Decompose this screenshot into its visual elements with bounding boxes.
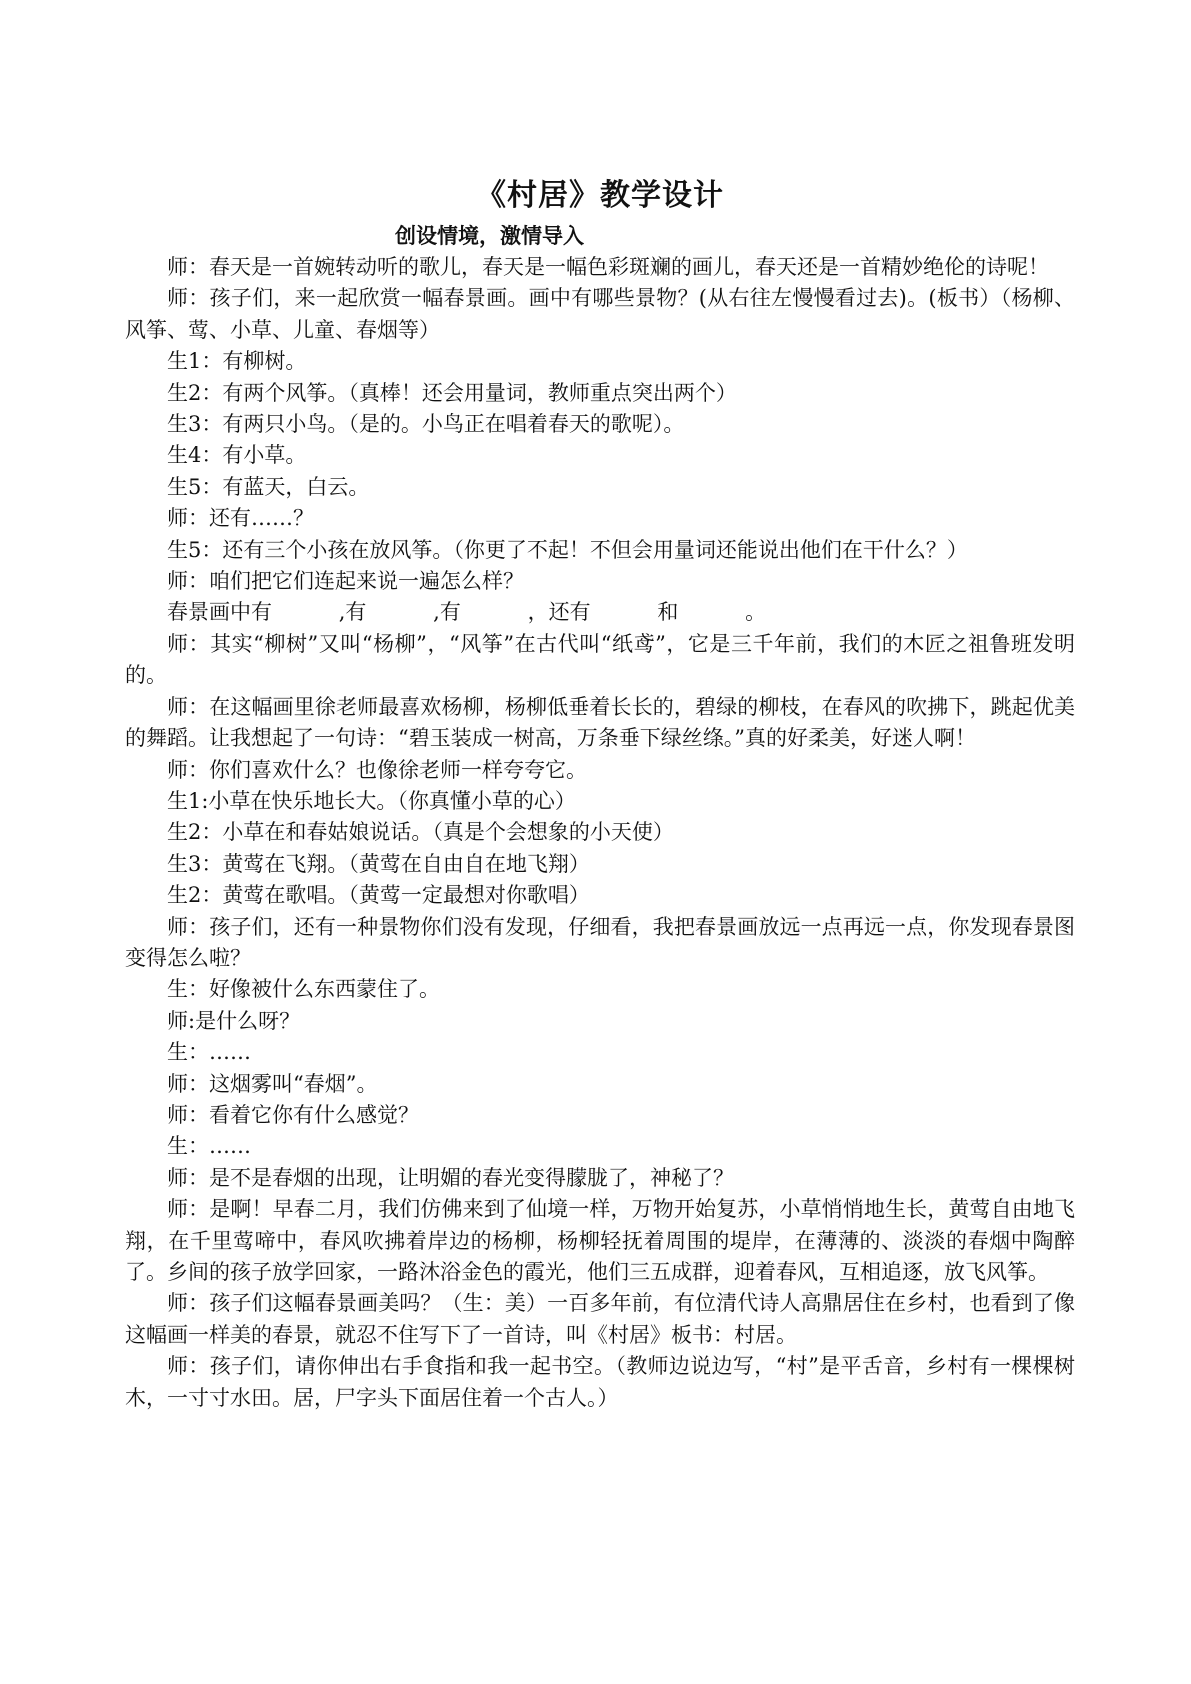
paragraph: 师：咱们把它们连起来说一遍怎么样？: [167, 569, 524, 594]
paragraph: 生1：有柳树。: [167, 349, 307, 374]
paragraph: 生3：有两只小鸟。（是的。小鸟正在唱着春天的歌呢）。: [167, 412, 685, 437]
paragraph: 生3：黄莺在飞翔。（黄莺在自由自在地飞翔）: [167, 851, 590, 876]
paragraph: 生：好像被什么东西蒙住了。: [167, 977, 440, 1002]
paragraph: 师：孩子们，请你伸出右手食指和我一起书空。（教师边说边写，“村”是平舌音，乡村有一棵棵树木，一寸寸水田。居，尸字头下面居住着一个古人。）: [125, 1354, 1075, 1410]
paragraph: 师：还有……？: [167, 506, 314, 531]
document-body: [125, 252, 1075, 1414]
paragraph: 师：这烟雾叫“春烟”。: [167, 1071, 378, 1096]
paragraph: 生：……: [167, 1040, 251, 1065]
paragraph: 生2：有两个风筝。（真棒！还会用量词，教师重点突出两个）: [167, 380, 737, 405]
paragraph: 师：其实“柳树”又叫“杨柳”，“风筝”在古代叫“纸鸢”，它是三千年前，我们的木匠之祖鲁班发明的。: [125, 631, 1075, 688]
paragraph: 生1:小草在快乐地长大。（你真懂小草的心）: [167, 788, 576, 813]
paragraph: 师：在这幅画里徐老师最喜欢杨柳，杨柳低垂着长长的，碧绿的柳枝，在春风的吹拂下，跳起优美的舞蹈。让我想起了一句诗：“碧玉装成一树高，万条垂下绿丝绦。”真的好柔美，好迷人啊！: [125, 694, 1075, 751]
paragraph: 师：你们喜欢什么？也像徐老师一样夸夸它。: [167, 757, 587, 782]
document-title: 《村居》教学设计: [476, 178, 724, 213]
paragraph: 生2：黄莺在歌唱。（黄莺一定最想对你歌唱）: [167, 883, 590, 908]
paragraph: 生2：小草在和春姑娘说话。（真是个会想象的小天使）: [167, 820, 674, 845]
paragraph: 师：是不是春烟的出现，让明媚的春光变得朦胧了，神秘了？: [167, 1165, 734, 1190]
paragraph: 师：看着它你有什么感觉？: [167, 1102, 419, 1127]
paragraph: 生4：有小草。: [167, 443, 307, 468]
paragraph: 师：春天是一首婉转动听的歌儿，春天是一幅色彩斑斓的画儿，春天还是一首精妙绝伦的诗呢！: [167, 255, 1049, 279]
paragraph: 师：孩子们，来一起欣赏一幅春景画。画中有哪些景物？(从右往左慢慢看过去)。(板书）（杨柳、风筝、莺、小草、儿童、春烟等）: [125, 286, 1075, 342]
paragraph: 师：是啊！早春二月，我们仿佛来到了仙境一样，万物开始复苏，小草悄悄地生长，黄莺自由地飞翔，在千里莺啼中，春风吹拂着岸边的杨柳，杨柳轻抚着周围的堤岸，在薄薄的、淡淡的春烟中陶醉了。乡间的孩子放学回家，一路沐浴金色的霞光，他们三五成群，迎着春风，互相追逐，放飞风筝。: [125, 1197, 1075, 1284]
paragraph: 师：孩子们这幅春景画美吗？（生：美）一百多年前，有位清代诗人高鼎居住在乡村，也看到了像这幅画一样美的春景，就忍不住写下了一首诗，叫《村居》板书：村居。: [125, 1291, 1075, 1347]
paragraph: 师:是什么呀？: [167, 1008, 301, 1033]
paragraph: 春景画中有 ,有 ,有 ，还有 和 。: [167, 600, 767, 625]
paragraph: 生5：还有三个小孩在放风筝。（你更了不起！不但会用量词还能说出他们在干什么？）: [167, 537, 968, 562]
section-heading: 创设情境，激情导入: [395, 223, 584, 248]
document-page: [125, 170, 1075, 1414]
paragraph: 师：孩子们，还有一种景物你们没有发现，仔细看，我把春景画放远一点再远一点，你发现春景图变得怎么啦？: [125, 914, 1075, 970]
paragraph: 生：……: [167, 1134, 251, 1159]
paragraph: 生5：有蓝天，白云。: [167, 474, 370, 499]
